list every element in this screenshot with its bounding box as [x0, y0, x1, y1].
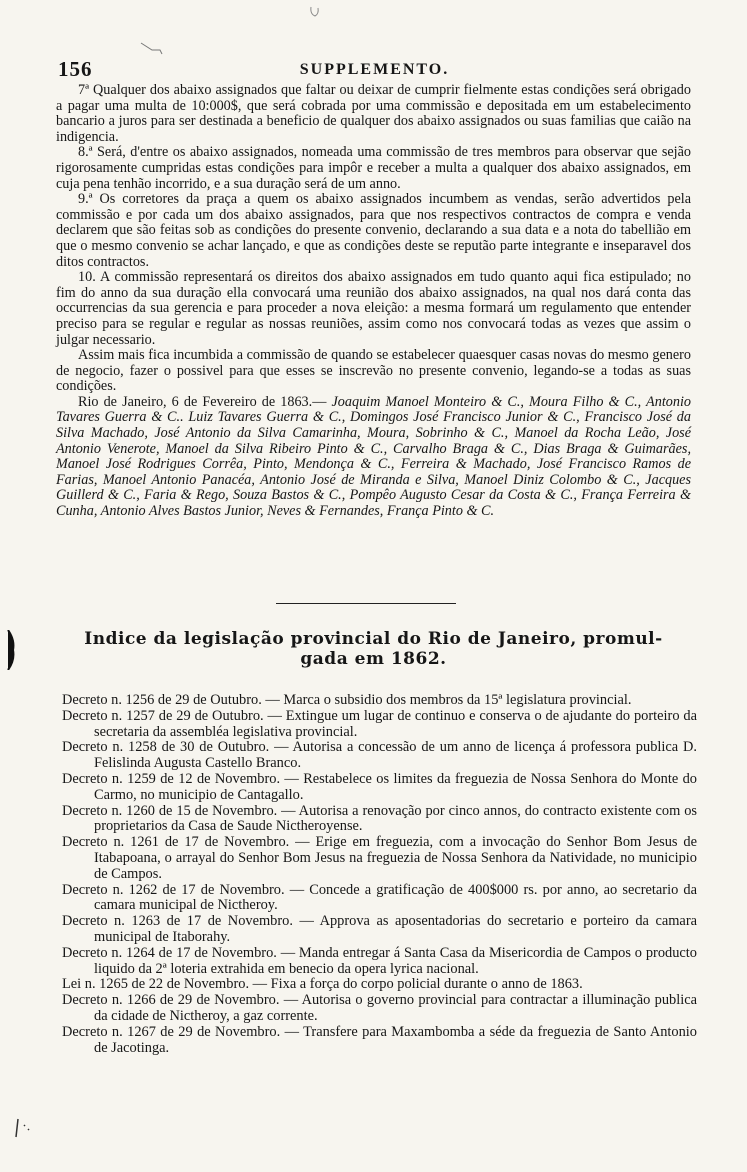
- ink-mark: [14, 1117, 44, 1139]
- index-title: [56, 629, 691, 669]
- ink-mark: [308, 6, 322, 18]
- place-date: Rio de Janeiro, 6 de Fevereiro de 1863.—: [78, 393, 327, 410]
- section-divider: [276, 603, 456, 604]
- condition-paragraph: 10. A commissão representará os direitos dos abaixo assignados em tudo quanto aqui fica estipulado; no fim do anno da sua duração ella convocará uma reunião dos abaixo assignados, na qual nos dará conta das occurrencias da sua gerencia e para proceder a nova eleição: a mesma formará um regulamento que entender preciso para se regular e regular as nossas reuniões, assim como nos convocará todas as vezes que assim o julgar necessario.: [56, 269, 691, 348]
- index-entry: Decreto n. 1263 de 17 de Novembro. — Approva as aposentadorias do secretario e porteiro da camara municipal de Itaborahy.: [62, 913, 697, 945]
- condition-paragraph: 8.ª Será, d'entre os abaixo assignados, nomeada uma commissão de tres membros para observar que sejão rigorosamente cumpridas estas condições para impôr e receber a multa a qualquer dos abaixo assignados, em cuja pena tenhão incorrido, e a sua duração será de um anno.: [56, 144, 691, 192]
- index-entry: Lei n. 1265 de 22 de Novembro. — Fixa a força do corpo policial durante o anno de 1863.: [62, 976, 583, 993]
- running-head: SUPPLEMENTO.: [299, 61, 450, 78]
- index-entry: Decreto n. 1262 de 17 de Novembro. — Concede a gratificação de 400$000 rs. por anno, ao secretario da camara municipal de Nictheroy.: [62, 881, 697, 914]
- index-entry: Decreto n. 1267 de 29 de Novembro. — Transfere para Maxambomba a séde da freguezia de Santo Antonio de Jacotinga.: [62, 1023, 697, 1056]
- index-entry: Decreto n. 1258 de 30 de Outubro. — Autorisa a concessão de um anno de licença á professora publica D. Felislinda Augusta Castello Branco.: [62, 739, 697, 772]
- page-number: 156: [58, 57, 93, 81]
- index-entry: Decreto n. 1266 de 29 de Novembro. — Autorisa o governo provincial para contractar a illuminação publica da cidade de Nictheroy, a gaz corrente.: [62, 992, 697, 1024]
- signatures-paragraph: [56, 395, 691, 520]
- index-entry: Decreto n. 1261 de 17 de Novembro. — Erige em freguezia, com a invocação do Senhor Bom Jesus de Itabapoana, o arrayal do Senhor Bom Jesus na freguezia de Nossa Senhora da Natividade, no municipio de Campos.: [62, 834, 697, 882]
- index-entry: Decreto n. 1257 de 29 de Outubro. — Extingue um lugar de continuo e conserva o de ajudante do porteiro da secretaria da assembléa legislativa provincial.: [62, 707, 697, 740]
- index-entries: [62, 693, 697, 1056]
- index-entry: Decreto n. 1259 de 12 de Novembro. — Restabelece os limites da freguezia de Nossa Senhora do Monte do Carmo, no municipio de Cantagallo.: [62, 770, 697, 803]
- index-title-line: gada em 1862.: [300, 649, 447, 669]
- index-entry: Decreto n. 1264 de 17 de Novembro. — Manda entregar á Santa Casa da Misericordia de Campos o producto liquido da 2ª loteria extrahida em benecio da opera lyrica nacional.: [62, 944, 697, 977]
- index-entry: Decreto n. 1260 de 15 de Novembro. — Autorisa a renovação por cinco annos, do contracto existente com os proprietarios da Casa de Saude Nictheroyense.: [62, 802, 697, 835]
- condition-paragraph: 9.ª Os corretores da praça a quem os abaixo assignados incumbem as vendas, serão advertidos pela commissão e por cada um dos abaixo assignados, para que nos respectivos contractos de compra e venda declarem que são feitas sob as condições do presente convenio, declarando a sua data e a nota do tabellião em que o mesmo convenio se achar lançado, e que as condições deste se reputão parte integrante e inseparavel dos ditos contractos.: [56, 191, 691, 270]
- index-title-line: Indice da legislação provincial do Rio de Janeiro, promul-: [84, 629, 663, 649]
- conditions-section: [56, 83, 691, 520]
- index-entry: Decreto n. 1256 de 29 de Outubro. — Marca o subsidio dos membros da 15ª legislatura provincial.: [62, 692, 632, 708]
- condition-paragraph: Assim mais fica incumbida a commissão de quando se estabelecer quaesquer casas novas do mesmo genero de negocio, fazer o possivel para que esses se inscrevão no presente convenio, legando-se a todas as suas condições.: [56, 347, 691, 395]
- binding-mark: [6, 630, 16, 670]
- signatory-names: Joaquim Manoel Monteiro & C., Moura Filho & C., Antonio Tavares Guerra & C.. Luiz Tavares Guerra & C., Domingos José Francisco Junior & C., Francisco José da Silva Machado, José Antonio da Silva Camarinha, Moura, Sobrinho & C., Manoel da Rocha Leão, José Antonio Venerote, Manoel da Silva Ribeiro Pinto & C., Carvalho Braga & C., Dias Braga & Guimarães, Manoel José Rodrigues Corrêa, Pinto, Mendonça & C., Ferreira & Machado, José Francisco Ramos de Farias, Manoel Antonio Panacéa, Antonio José de Miranda e Silva, Manoel Diniz Colombo & C., Jacques Guillerd & C., Faria & Rego, Souza Bastos & C., Pompêo Augusto Cesar da Costa & C., França Ferreira & Cunha, Antonio Alves Bastos Junior, Neves & Fernandes, França Pinto & C.: [56, 393, 691, 520]
- page-header: [58, 53, 691, 83]
- condition-paragraph: 7ª Qualquer dos abaixo assignados que faltar ou deixar de cumprir fielmente estas condições será obrigado a pagar uma multa de 10:000$, que será cobrada por uma commissão e depositada em um estabelecimento bancario a juros para ser destinada a beneficio de qualquer dos abaixo assignados ou suas familias que caião na indigencia.: [56, 82, 691, 145]
